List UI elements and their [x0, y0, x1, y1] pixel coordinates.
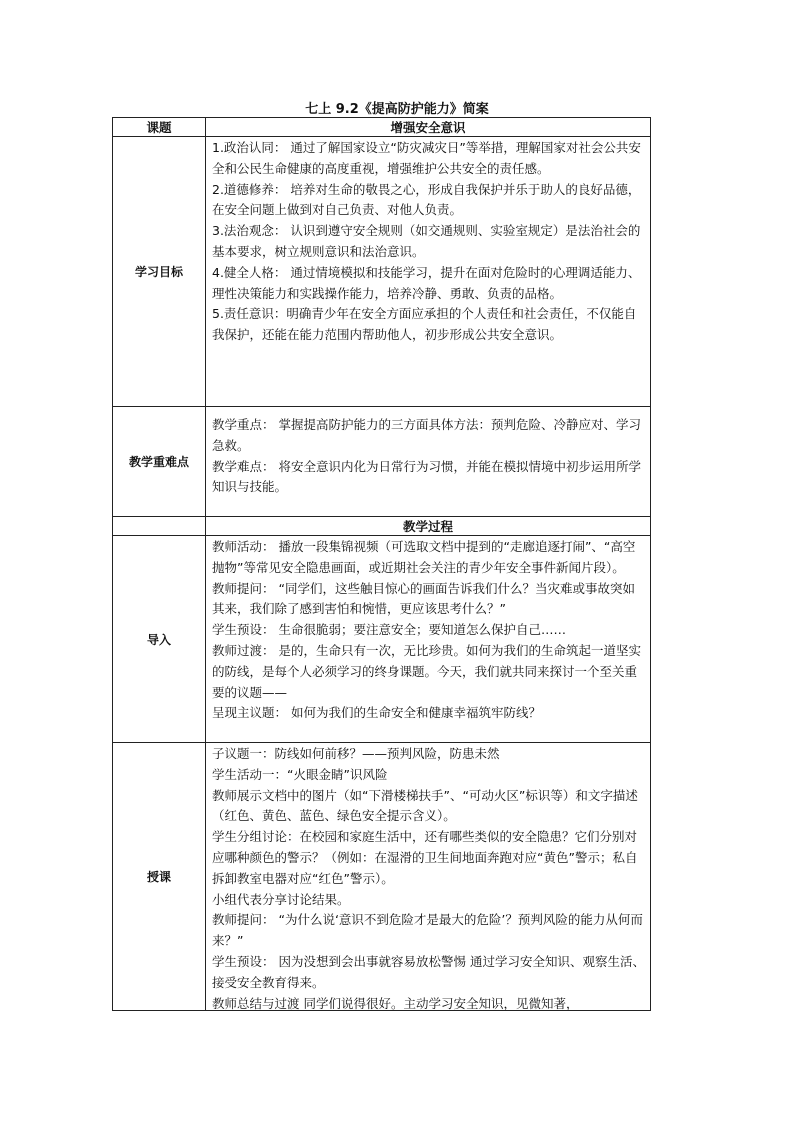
intro-cell — [206, 536, 651, 743]
objectives-row — [113, 137, 651, 407]
intro-item: 呈现主议题： 如何为我们的生命安全和健康幸福筑牢防线？ — [212, 705, 541, 721]
lecture-item: 学生预设： 因为没想到会出事就容易放松警惕 通过学习安全知识、观察生活、接受安全教育得来。 — [212, 953, 645, 990]
keypoints-row — [113, 407, 651, 517]
keypoints-cell — [206, 407, 651, 517]
process-heading-blank — [113, 517, 206, 536]
lecture-label: 授课 — [113, 743, 206, 1011]
intro-item: 教师活动： 播放一段集锦视频（可选取文档中提到的“走廊追逐打闹”、“高空抛物”等常见安全隐患画面，或近期社会关注的青少年安全事件新闻片段）。 — [212, 539, 636, 575]
intro-item: 学生预设： 生命很脆弱；要注意安全；要知道怎么保护自己…… — [212, 622, 566, 638]
lecture-item: 小组代表分享讨论结果。 — [212, 891, 350, 907]
lecture-item: 教师提问： “为什么说‘意识不到危险才是最大的危险’？预判风险的能力从何而来？” — [212, 912, 643, 949]
process-heading: 教学过程 — [206, 517, 651, 536]
keypoint-item: 教学难点： 将安全意识内化为日常行为习惯，并能在模拟情境中初步运用所学知识与技能。 — [212, 458, 641, 495]
objective-item: 3.法治观念： 认识到遵守安全规则（如交通规则、实验室规定）是法治社会的基本要求，树立规则意识和法治意识。 — [212, 223, 641, 259]
lecture-item: 教师总结与过渡 同学们说得很好。主动学习安全知识，见微知著， — [212, 995, 579, 1010]
lecture-cell — [206, 743, 651, 1011]
lecture-item: 教师展示文档中的图片（如“下滑楼梯扶手”、“可动火区”标识等）和文字描述（红色、黄色、蓝色、绿色安全提示含义）。 — [212, 787, 638, 824]
intro-label: 导入 — [113, 536, 206, 743]
topic-value: 增强安全意识 — [206, 118, 651, 137]
lesson-plan-table — [112, 117, 651, 1011]
process-heading-row — [113, 517, 651, 536]
intro-item: 教师提问： “同学们，这些触目惊心的画面告诉我们什么？当灾难或事故突如其来，我们除了感到害怕和惋惜，更应该思考什么？” — [212, 580, 635, 617]
objective-item: 4.健全人格： 通过情境模拟和技能学习，提升在面对危险时的心理调适能力、理性决策能力和实践操作能力，培养冷静、勇敢、负责的品格。 — [212, 264, 641, 301]
keypoints-label: 教学重难点 — [113, 407, 206, 517]
objectives-label: 学习目标 — [113, 137, 206, 407]
page-title: 七上 9.2《提高防护能力》简案 — [305, 102, 489, 117]
intro-item: 教师过渡： 是的，生命只有一次，无比珍贵。如何为我们的生命筑起一道坚实的防线，是每个人必须学习的终身课题。今天，我们就共同来探讨一个至关重要的议题—— — [212, 642, 641, 700]
lecture-item: 子议题一：防线如何前移？——预判风险，防患未然 — [212, 746, 500, 761]
lecture-item: 学生分组讨论：在校园和家庭生活中，还有哪些类似的安全隐患？它们分别对应哪种颜色的警示？（例如：在湿滑的卫生间地面奔跑对应“黄色”警示；私自拆卸教室电器对应“红色”警示）。 — [212, 829, 638, 886]
objective-item: 5.责任意识：明确青少年在安全方面应承担的个人责任和社会责任，不仅能自我保护，还能在能力范围内帮助他人，初步形成公共安全意识。 — [212, 306, 637, 343]
topic-row — [113, 118, 651, 137]
intro-row — [113, 536, 651, 743]
lecture-row — [113, 743, 651, 1011]
objective-item: 2.道德修养： 培养对生命的敬畏之心，形成自我保护并乐于助人的良好品德，在安全问题上做到对自己负责、对他人负责。 — [212, 181, 641, 218]
lecture-item: 学生活动一：“火眼金睛”识风险 — [212, 766, 388, 782]
keypoint-item: 教学重点： 掌握提高防护能力的三方面具体方法：预判危险、冷静应对、学习急救。 — [212, 417, 641, 453]
objective-item: 1.政治认同： 通过了解国家设立“防灾减灾日”等举措，理解国家对社会公共安全和公民生命健康的高度重视，增强维护公共安全的责任感。 — [212, 140, 641, 176]
objectives-cell — [206, 137, 651, 407]
topic-label: 课题 — [113, 118, 206, 137]
